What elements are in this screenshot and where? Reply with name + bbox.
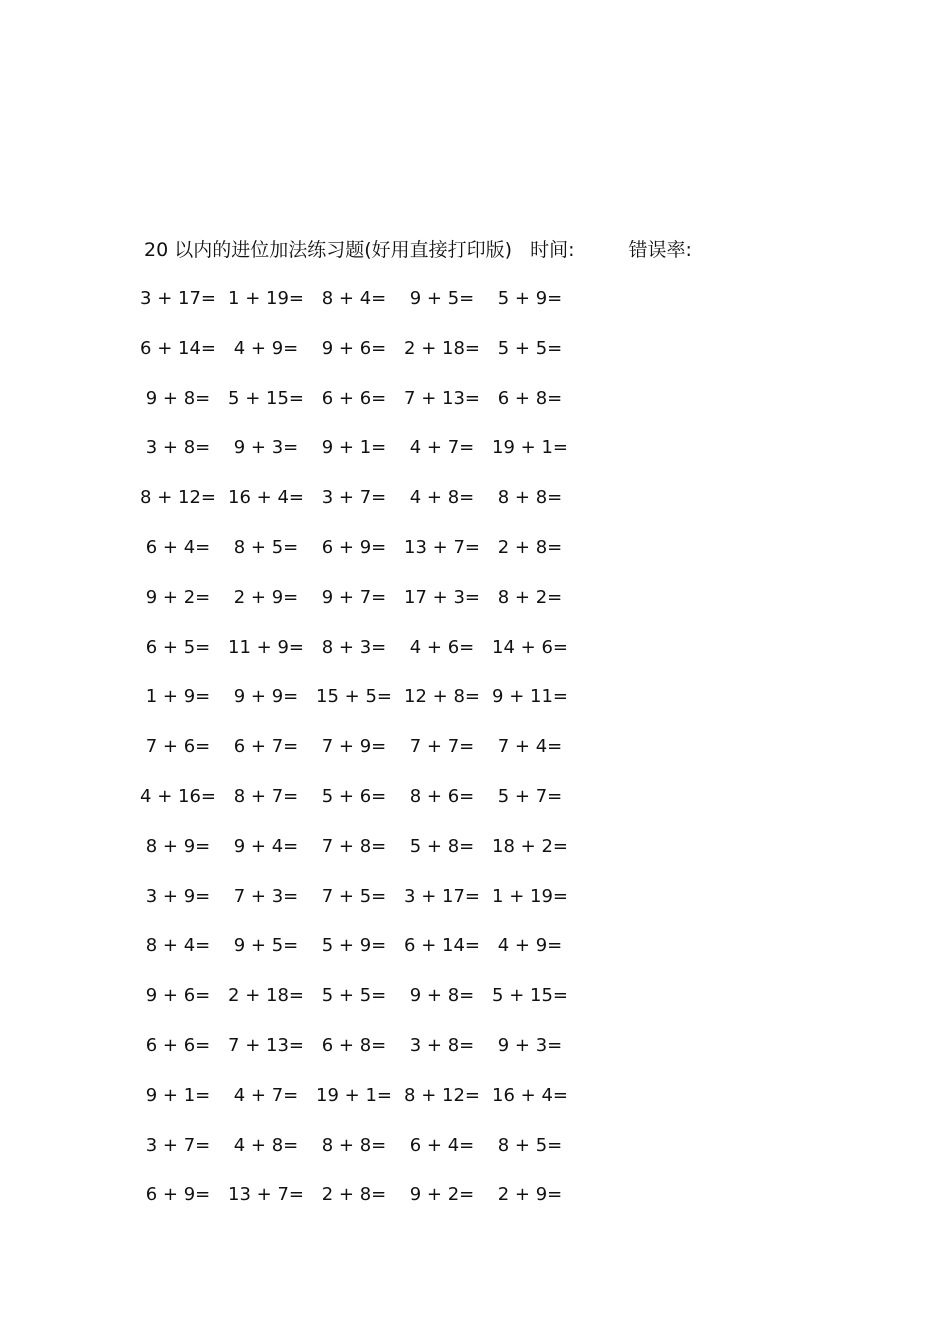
addition-problem: 5 + 9=: [321, 935, 387, 957]
error-rate-label: 错误率:: [628, 239, 692, 261]
addition-problem: 9 + 2=: [145, 586, 211, 608]
addition-problem: 8 + 8=: [497, 487, 563, 509]
addition-problem: 6 + 14=: [140, 337, 216, 359]
addition-problem: 9 + 2=: [409, 1184, 475, 1206]
addition-problem: 5 + 9=: [497, 288, 563, 309]
addition-problem: 9 + 5=: [233, 935, 299, 957]
addition-problem: 8 + 7=: [233, 785, 299, 807]
addition-problem: 7 + 5=: [321, 885, 387, 907]
addition-problem: 6 + 6=: [321, 387, 387, 409]
addition-problem: 7 + 8=: [321, 835, 387, 857]
time-label: 时间:: [530, 239, 575, 261]
addition-problem: 2 + 9=: [497, 1184, 563, 1206]
addition-problem: 11 + 9=: [228, 636, 304, 658]
addition-problem: 5 + 6=: [321, 785, 387, 807]
addition-problem: 8 + 3=: [321, 636, 387, 658]
addition-problem: 8 + 6=: [409, 785, 475, 807]
addition-problem: 3 + 17=: [140, 288, 216, 309]
addition-problem: 19 + 1=: [492, 437, 568, 459]
addition-problem: 6 + 9=: [321, 536, 387, 558]
addition-problem: 5 + 7=: [497, 785, 563, 807]
addition-problem: 6 + 14=: [404, 935, 480, 957]
addition-problem: 9 + 6=: [321, 337, 387, 359]
addition-problem: 4 + 6=: [409, 636, 475, 658]
addition-problem: 7 + 13=: [404, 387, 480, 409]
addition-problem: 1 + 19=: [228, 288, 304, 309]
worksheet-title: 20 以内的进位加法练习题(好用直接打印版): [144, 239, 513, 261]
addition-problem: 9 + 8=: [145, 387, 211, 409]
addition-problem: 8 + 9=: [145, 835, 211, 857]
addition-problem: 5 + 5=: [497, 337, 563, 359]
addition-problem: 5 + 5=: [321, 985, 387, 1007]
addition-problem: 6 + 4=: [145, 536, 211, 558]
addition-problem: 4 + 8=: [233, 1134, 299, 1156]
addition-problem: 7 + 4=: [497, 736, 563, 758]
addition-problem: 1 + 9=: [145, 686, 211, 708]
addition-problem: 9 + 11=: [492, 686, 568, 708]
addition-problem: 7 + 9=: [321, 736, 387, 758]
addition-problem: 18 + 2=: [492, 835, 568, 857]
worksheet-header: [144, 237, 692, 263]
addition-problem: 5 + 15=: [492, 985, 568, 1007]
addition-problem: 3 + 7=: [321, 487, 387, 509]
addition-problem: 3 + 7=: [145, 1134, 211, 1156]
addition-problem: 6 + 8=: [321, 1034, 387, 1056]
addition-problem: 4 + 16=: [140, 785, 216, 807]
addition-problem: 3 + 9=: [145, 885, 211, 907]
addition-problem: 7 + 7=: [409, 736, 475, 758]
addition-problem: 16 + 4=: [492, 1084, 568, 1106]
addition-problem: 5 + 8=: [409, 835, 475, 857]
addition-problem: 4 + 9=: [497, 935, 563, 957]
addition-problem: 4 + 8=: [409, 487, 475, 509]
addition-problem: 7 + 3=: [233, 885, 299, 907]
addition-problem: 2 + 18=: [228, 985, 304, 1007]
addition-problem: 13 + 7=: [404, 536, 480, 558]
addition-problem: 14 + 6=: [492, 636, 568, 658]
addition-problem: 9 + 1=: [321, 437, 387, 459]
addition-problem: 8 + 12=: [404, 1084, 480, 1106]
addition-problem: 8 + 5=: [497, 1134, 563, 1156]
addition-problem: 7 + 13=: [228, 1034, 304, 1056]
addition-problem: 15 + 5=: [316, 686, 392, 708]
addition-problem: 12 + 8=: [404, 686, 480, 708]
addition-problem: 13 + 7=: [228, 1184, 304, 1206]
addition-problem: 8 + 8=: [321, 1134, 387, 1156]
addition-problem: 4 + 7=: [409, 437, 475, 459]
addition-problem: 2 + 9=: [233, 586, 299, 608]
addition-problem: 3 + 8=: [409, 1034, 475, 1056]
addition-problem: 19 + 1=: [316, 1084, 392, 1106]
addition-problem: 9 + 3=: [497, 1034, 563, 1056]
addition-problem: 7 + 6=: [145, 736, 211, 758]
addition-problem: 8 + 12=: [140, 487, 216, 509]
addition-problem: 17 + 3=: [404, 586, 480, 608]
addition-problem: 5 + 15=: [228, 387, 304, 409]
addition-problem: 8 + 5=: [233, 536, 299, 558]
addition-problem: 3 + 17=: [404, 885, 480, 907]
addition-problem: 6 + 4=: [409, 1134, 475, 1156]
addition-problem: 2 + 18=: [404, 337, 480, 359]
addition-problem: 4 + 7=: [233, 1084, 299, 1106]
addition-problem: 6 + 8=: [497, 387, 563, 409]
addition-problem: 6 + 6=: [145, 1034, 211, 1056]
addition-problem: 6 + 9=: [145, 1184, 211, 1206]
addition-problem: 3 + 8=: [145, 437, 211, 459]
addition-problem: 8 + 4=: [321, 288, 387, 309]
addition-problem: 9 + 1=: [145, 1084, 211, 1106]
addition-problem: 9 + 4=: [233, 835, 299, 857]
addition-problem: 9 + 7=: [321, 586, 387, 608]
addition-problem: 2 + 8=: [321, 1184, 387, 1206]
addition-problem: 9 + 6=: [145, 985, 211, 1007]
addition-problem: 6 + 7=: [233, 736, 299, 758]
addition-problem: 8 + 4=: [145, 935, 211, 957]
addition-problem: 2 + 8=: [497, 536, 563, 558]
addition-problem: 6 + 5=: [145, 636, 211, 658]
addition-problem: 1 + 19=: [492, 885, 568, 907]
addition-problem: 8 + 2=: [497, 586, 563, 608]
addition-problem: 9 + 8=: [409, 985, 475, 1007]
addition-problem: 4 + 9=: [233, 337, 299, 359]
addition-problem: 9 + 9=: [233, 686, 299, 708]
addition-problem: 9 + 5=: [409, 288, 475, 309]
addition-problem: 9 + 3=: [233, 437, 299, 459]
addition-problem: 16 + 4=: [228, 487, 304, 509]
